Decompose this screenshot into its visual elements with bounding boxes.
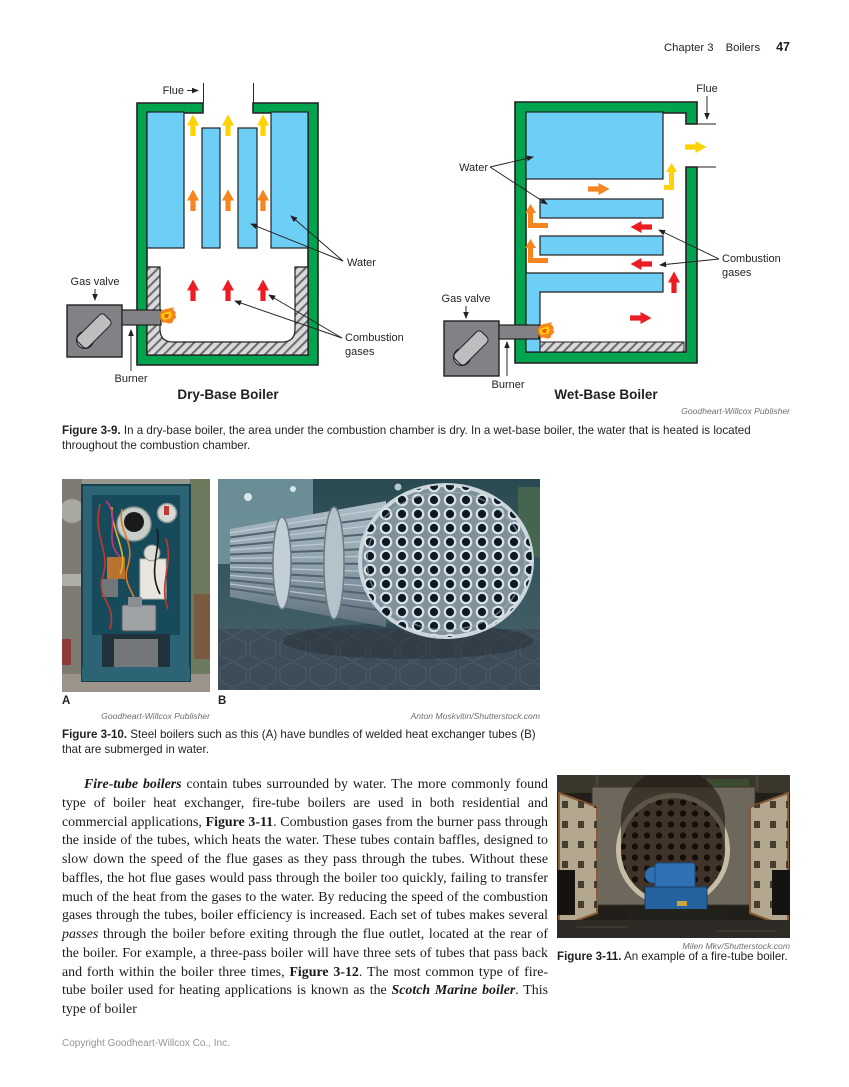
- figure-3-9-caption-label: Figure 3-9.: [62, 424, 121, 437]
- label-water: Water: [459, 162, 488, 174]
- diagram-title-wet: Wet-Base Boiler: [554, 387, 658, 402]
- section-label: Boilers: [725, 42, 761, 54]
- photo-a-letter: A: [62, 695, 71, 707]
- photo-b-letter: B: [218, 695, 227, 707]
- figure-3-10-caption: [62, 727, 554, 758]
- label-gases: gases: [722, 267, 752, 279]
- figure-3-9-caption: [62, 423, 794, 454]
- chamber-floor-lining: [540, 342, 684, 352]
- label-combustion: Combustion: [722, 253, 781, 265]
- burner-flame-icon: [160, 307, 176, 324]
- label-gases: gases: [345, 346, 375, 358]
- body-paragraph: Fire-tube boilers contain tubes surrounded by water. The more commonly found type of boiler heat exchanger, fire-tube boilers are used in both residential and commercial applications, Figure 3-11. Combustion gases from the burner pass through the inside of the tubes, which heats the water. These tubes contain baffles, designed to slow down the speed of the flue gases as they pass through the tubes. Without these baffles, the hot flue gases would pass through the boiler too quickly, failing to transfer much of the heat from the gases to the water. By reducing the speed of the combustion gases through the tubes, boiler efficiency is increased. Each set of tubes makes several passes through the boiler before exiting through the flue outlet, located at the rear of the boiler. For example, a three-pass boiler will have three sets of tubes that pass back and forth within the boiler three times, Figure 3-12. The most common type of fire-tube boiler used for heating applications is known as the Scotch Marine boiler. This type of boiler: [62, 777, 549, 1017]
- dry-base-boiler-diagram: [60, 80, 420, 410]
- combustion-gas-arrows-red: [187, 280, 269, 302]
- figure-3-10-photo-b: [218, 479, 540, 690]
- chapter-label: Chapter 3: [663, 42, 714, 54]
- figure-3-11-credit: Milen Mkv/Shutterstock.com: [682, 941, 790, 951]
- figure-3-11-caption-label: Figure 3-11.: [557, 950, 622, 963]
- label-combustion: Combustion: [345, 332, 404, 344]
- figure-3-9-credit: Goodheart-Willcox Publisher: [681, 406, 790, 416]
- figure-3-11-caption: [557, 949, 790, 964]
- photo-a-credit: Goodheart-Willcox Publisher: [101, 711, 210, 721]
- figure-3-11-caption-text: An example of a fire-tube boiler.: [621, 950, 788, 963]
- wet-base-boiler-diagram: [420, 80, 849, 410]
- label-water: Water: [347, 257, 376, 269]
- figure-3-10-photo-a: [62, 479, 210, 692]
- figure-3-10-caption-label: Figure 3-10.: [62, 728, 128, 741]
- figure-3-11-photo: [557, 775, 790, 938]
- label-burner: Burner: [491, 379, 525, 391]
- figure-3-9-caption-text: In a dry-base boiler, the area under the combustion chamber is dry. In a wet-base boiler, the water that is heated is located throughout the combustion chamber.: [62, 424, 751, 453]
- copyright-line: Copyright Goodheart-Willcox Co., Inc.: [62, 1038, 230, 1049]
- label-flue: Flue: [162, 85, 184, 97]
- label-burner: Burner: [114, 373, 148, 385]
- label-gas-valve: Gas valve: [441, 293, 491, 305]
- label-gas-valve: Gas valve: [70, 276, 120, 288]
- page-header: [0, 40, 790, 54]
- burner-tube: [122, 310, 161, 325]
- label-flue: Flue: [696, 83, 718, 95]
- figure-3-10-caption-text: Steel boilers such as this (A) have bundles of welded heat exchanger tubes (B) that are submerged in water.: [62, 728, 536, 757]
- diagram-title-dry: Dry-Base Boiler: [177, 387, 279, 402]
- page-number: 47: [776, 40, 790, 54]
- burner-tube: [499, 325, 539, 339]
- flue-pipe-lines: [204, 83, 254, 103]
- photo-b-credit: Anton Moskvitin/Shutterstock.com: [410, 711, 540, 721]
